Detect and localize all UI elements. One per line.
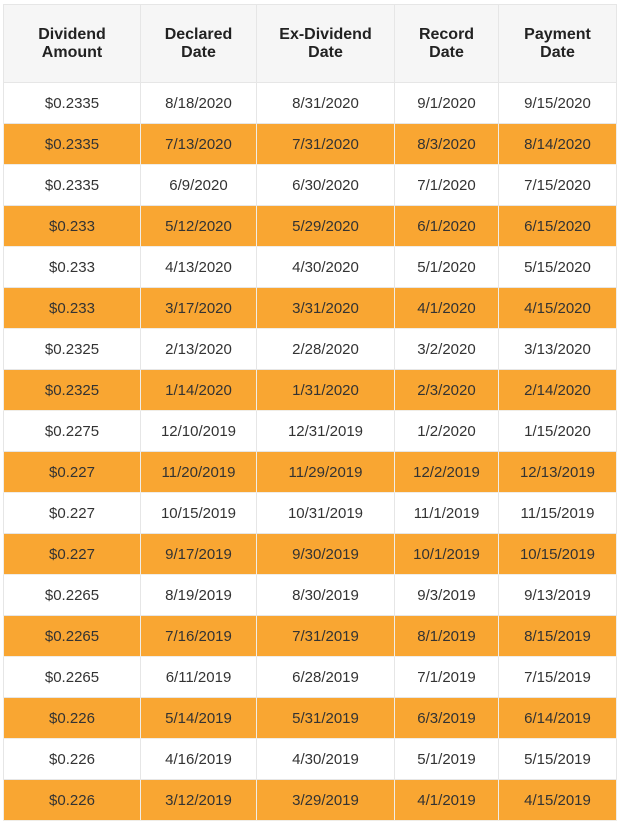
- table-row: [4, 247, 617, 288]
- header-line: Declared: [164, 25, 233, 43]
- cell-payment-date: 4/15/2020: [499, 288, 617, 329]
- header-line: Dividend: [38, 25, 106, 43]
- header-record-date: [395, 5, 499, 83]
- cell-dividend-amount: $0.2265: [4, 575, 141, 616]
- cell-payment-date: 5/15/2020: [499, 247, 617, 288]
- cell-dividend-amount: $0.226: [4, 698, 141, 739]
- table-row: [4, 329, 617, 370]
- header-line: Date: [429, 43, 464, 61]
- table-row: [4, 698, 617, 739]
- cell-dividend-amount: $0.227: [4, 534, 141, 575]
- cell-record-date: 9/1/2020: [395, 83, 499, 124]
- cell-ex-dividend-date: 3/29/2019: [257, 780, 395, 821]
- cell-declared-date: 11/20/2019: [141, 452, 257, 493]
- cell-record-date: 7/1/2019: [395, 657, 499, 698]
- cell-payment-date: 2/14/2020: [499, 370, 617, 411]
- header-line: Record: [418, 25, 475, 43]
- header-line: Date: [181, 43, 216, 61]
- table-row: [4, 534, 617, 575]
- cell-record-date: 7/1/2020: [395, 165, 499, 206]
- table-row: [4, 657, 617, 698]
- cell-declared-date: 7/16/2019: [141, 616, 257, 657]
- cell-ex-dividend-date: 4/30/2020: [257, 247, 395, 288]
- cell-declared-date: 7/13/2020: [141, 124, 257, 165]
- cell-payment-date: 7/15/2019: [499, 657, 617, 698]
- cell-ex-dividend-date: 11/29/2019: [257, 452, 395, 493]
- cell-declared-date: 4/13/2020: [141, 247, 257, 288]
- cell-declared-date: 5/12/2020: [141, 206, 257, 247]
- cell-ex-dividend-date: 8/30/2019: [257, 575, 395, 616]
- cell-ex-dividend-date: 5/29/2020: [257, 206, 395, 247]
- cell-record-date: 1/2/2020: [395, 411, 499, 452]
- cell-dividend-amount: $0.226: [4, 739, 141, 780]
- cell-ex-dividend-date: 10/31/2019: [257, 493, 395, 534]
- table-row: [4, 575, 617, 616]
- cell-record-date: 3/2/2020: [395, 329, 499, 370]
- cell-payment-date: 10/15/2019: [499, 534, 617, 575]
- header-dividend-amount: [4, 5, 141, 83]
- cell-record-date: 8/3/2020: [395, 124, 499, 165]
- cell-declared-date: 8/19/2019: [141, 575, 257, 616]
- cell-declared-date: 6/11/2019: [141, 657, 257, 698]
- cell-payment-date: 12/13/2019: [499, 452, 617, 493]
- cell-record-date: 6/1/2020: [395, 206, 499, 247]
- table-row: [4, 83, 617, 124]
- header-line: Payment: [524, 25, 591, 43]
- table-row: [4, 780, 617, 821]
- cell-dividend-amount: $0.2275: [4, 411, 141, 452]
- cell-payment-date: 3/13/2020: [499, 329, 617, 370]
- cell-record-date: 12/2/2019: [395, 452, 499, 493]
- cell-ex-dividend-date: 1/31/2020: [257, 370, 395, 411]
- table-row: [4, 165, 617, 206]
- cell-dividend-amount: $0.226: [4, 780, 141, 821]
- cell-dividend-amount: $0.227: [4, 493, 141, 534]
- cell-record-date: 9/3/2019: [395, 575, 499, 616]
- cell-dividend-amount: $0.2335: [4, 165, 141, 206]
- header-ex-dividend-date: [257, 5, 395, 83]
- cell-dividend-amount: $0.2265: [4, 657, 141, 698]
- cell-declared-date: 8/18/2020: [141, 83, 257, 124]
- header-payment-date: [499, 5, 617, 83]
- cell-declared-date: 12/10/2019: [141, 411, 257, 452]
- cell-record-date: 5/1/2019: [395, 739, 499, 780]
- cell-ex-dividend-date: 2/28/2020: [257, 329, 395, 370]
- header-line: Amount: [41, 43, 103, 61]
- cell-ex-dividend-date: 12/31/2019: [257, 411, 395, 452]
- cell-declared-date: 3/17/2020: [141, 288, 257, 329]
- cell-dividend-amount: $0.2335: [4, 83, 141, 124]
- cell-ex-dividend-date: 7/31/2020: [257, 124, 395, 165]
- dividend-history-table: [3, 4, 617, 821]
- table-row: [4, 124, 617, 165]
- cell-payment-date: 4/15/2019: [499, 780, 617, 821]
- header-line: Date: [308, 43, 343, 61]
- cell-ex-dividend-date: 5/31/2019: [257, 698, 395, 739]
- cell-payment-date: 11/15/2019: [499, 493, 617, 534]
- table-body: [4, 83, 617, 821]
- cell-ex-dividend-date: 9/30/2019: [257, 534, 395, 575]
- cell-declared-date: 9/17/2019: [141, 534, 257, 575]
- header-declared-date: [141, 5, 257, 83]
- cell-payment-date: 1/15/2020: [499, 411, 617, 452]
- table-row: [4, 288, 617, 329]
- cell-record-date: 8/1/2019: [395, 616, 499, 657]
- cell-dividend-amount: $0.227: [4, 452, 141, 493]
- table-header: [4, 5, 617, 83]
- cell-declared-date: 4/16/2019: [141, 739, 257, 780]
- cell-declared-date: 2/13/2020: [141, 329, 257, 370]
- cell-dividend-amount: $0.233: [4, 288, 141, 329]
- cell-ex-dividend-date: 6/30/2020: [257, 165, 395, 206]
- table-row: [4, 411, 617, 452]
- table-row: [4, 493, 617, 534]
- cell-declared-date: 10/15/2019: [141, 493, 257, 534]
- cell-record-date: 2/3/2020: [395, 370, 499, 411]
- table-row: [4, 616, 617, 657]
- table-row: [4, 206, 617, 247]
- cell-record-date: 11/1/2019: [395, 493, 499, 534]
- cell-ex-dividend-date: 4/30/2019: [257, 739, 395, 780]
- cell-record-date: 4/1/2020: [395, 288, 499, 329]
- cell-dividend-amount: $0.2265: [4, 616, 141, 657]
- cell-declared-date: 6/9/2020: [141, 165, 257, 206]
- table-row: [4, 452, 617, 493]
- cell-ex-dividend-date: 7/31/2019: [257, 616, 395, 657]
- header-line: Ex-Dividend: [279, 25, 372, 43]
- cell-dividend-amount: $0.2325: [4, 370, 141, 411]
- cell-dividend-amount: $0.233: [4, 247, 141, 288]
- header-row: [4, 5, 617, 83]
- cell-dividend-amount: $0.2325: [4, 329, 141, 370]
- cell-payment-date: 9/15/2020: [499, 83, 617, 124]
- cell-dividend-amount: $0.2335: [4, 124, 141, 165]
- table-row: [4, 739, 617, 780]
- cell-declared-date: 5/14/2019: [141, 698, 257, 739]
- cell-ex-dividend-date: 3/31/2020: [257, 288, 395, 329]
- cell-declared-date: 1/14/2020: [141, 370, 257, 411]
- cell-payment-date: 6/14/2019: [499, 698, 617, 739]
- cell-payment-date: 8/14/2020: [499, 124, 617, 165]
- cell-record-date: 10/1/2019: [395, 534, 499, 575]
- cell-payment-date: 5/15/2019: [499, 739, 617, 780]
- header-line: Date: [540, 43, 575, 61]
- cell-dividend-amount: $0.233: [4, 206, 141, 247]
- cell-ex-dividend-date: 6/28/2019: [257, 657, 395, 698]
- cell-payment-date: 9/13/2019: [499, 575, 617, 616]
- cell-record-date: 4/1/2019: [395, 780, 499, 821]
- cell-payment-date: 6/15/2020: [499, 206, 617, 247]
- cell-record-date: 6/3/2019: [395, 698, 499, 739]
- cell-payment-date: 7/15/2020: [499, 165, 617, 206]
- cell-declared-date: 3/12/2019: [141, 780, 257, 821]
- cell-payment-date: 8/15/2019: [499, 616, 617, 657]
- cell-record-date: 5/1/2020: [395, 247, 499, 288]
- table-row: [4, 370, 617, 411]
- cell-ex-dividend-date: 8/31/2020: [257, 83, 395, 124]
